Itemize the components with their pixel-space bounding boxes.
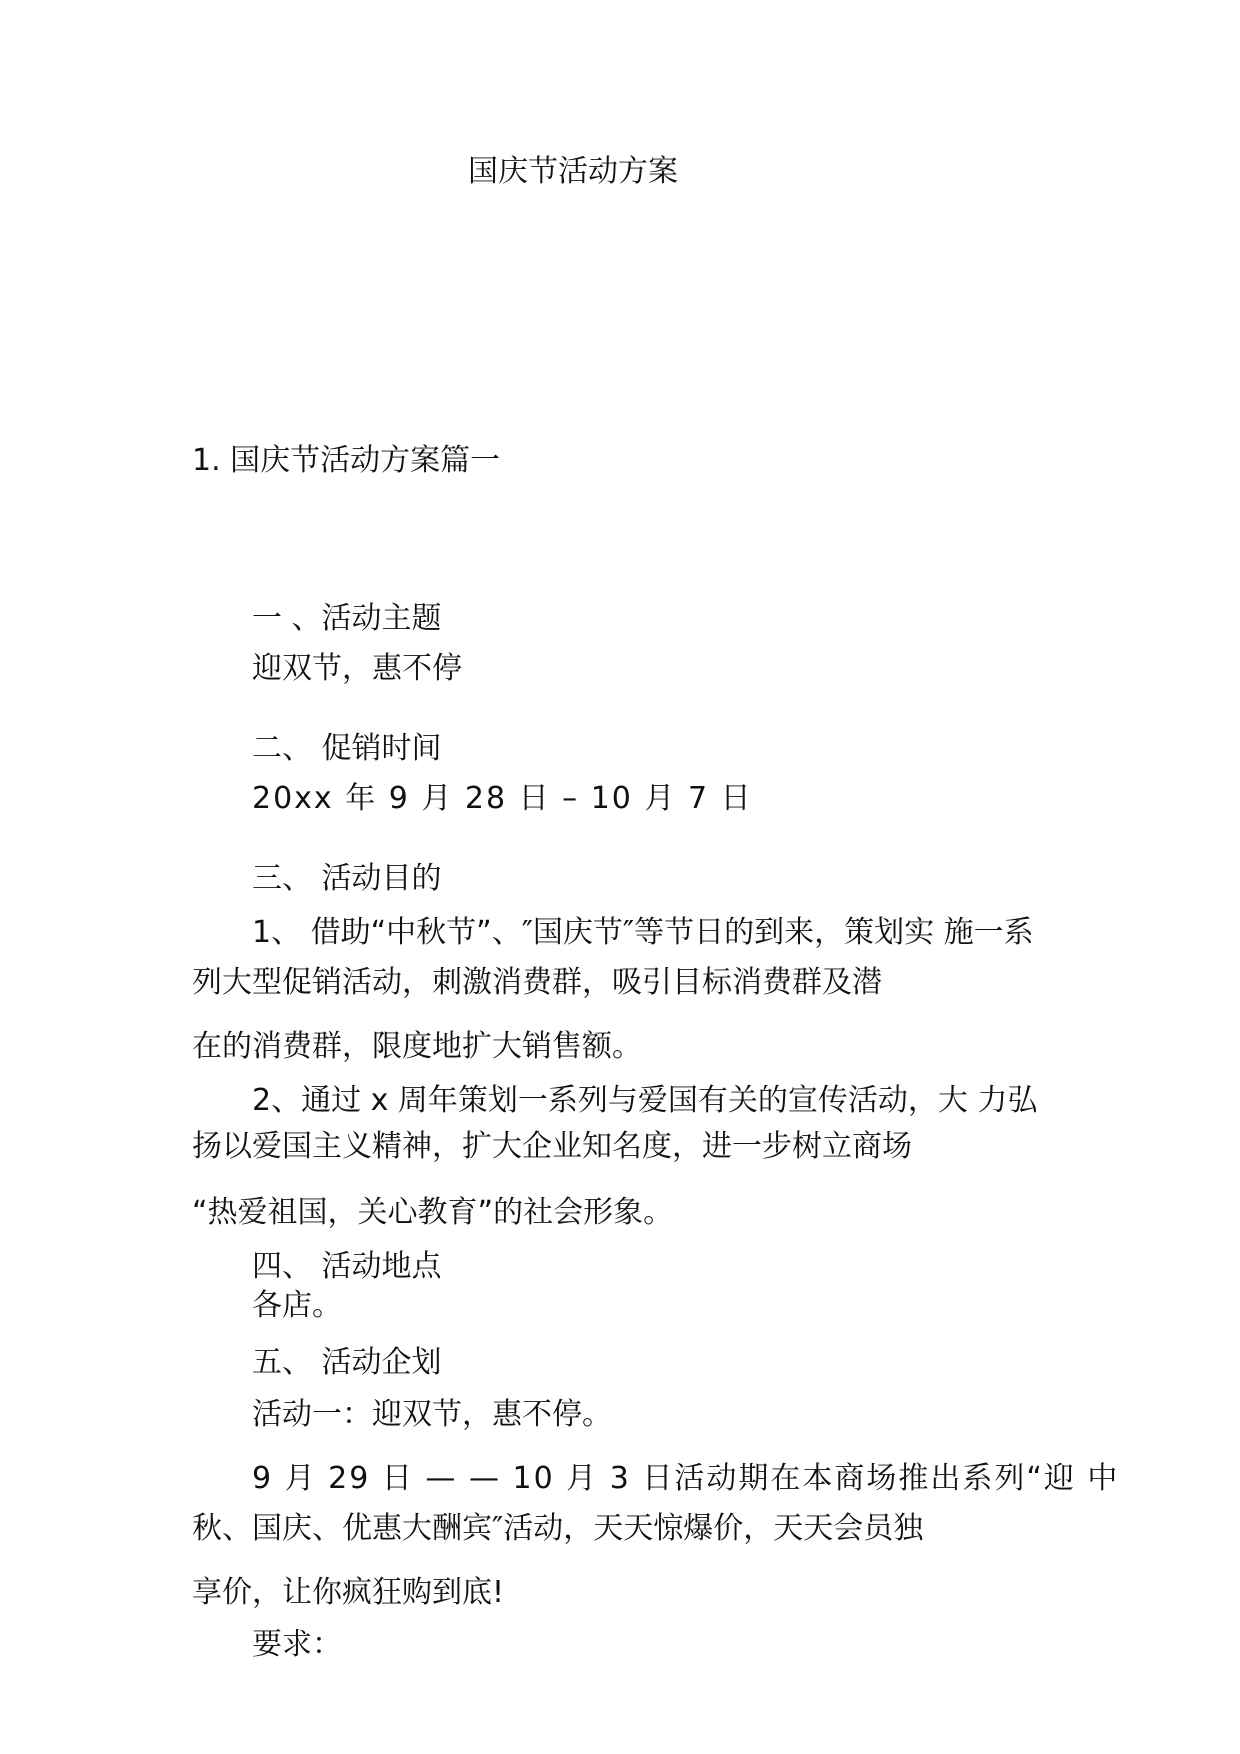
requirements-label: 要求： [252,1627,342,1662]
section4-body: 各店。 [252,1288,342,1323]
section3-item1-line1: 1、 借助“中秋节”、″国庆节″等节日的到来，策划实 施一系 [252,915,1034,950]
section5-heading: 五、 活动企划 [252,1345,442,1380]
section1-heading: 一 、活动主题 [252,601,442,636]
section5-para-line3: 享价，让你疯狂购到底! [192,1575,505,1610]
section3-item2-line3: “热爱祖国，关心教育”的社会形象。 [192,1195,674,1230]
section5-activity1: 活动一：迎双节，惠不停。 [252,1397,612,1432]
section3-item2-line1: 2、通过 x 周年策划一系列与爱国有关的宣传活动，大 力弘 [252,1083,1038,1118]
part-heading: 1. 国庆节活动方案篇一 [192,443,501,478]
section5-para-line1: 9 月 29 日 — — 10 月 3 日活动期在本商场推出系列“迎 中 [252,1461,1120,1496]
section3-item2-line2: 扬以爱国主义精神，扩大企业知名度，进一步树立商场 [192,1129,912,1164]
section3-heading: 三、 活动目的 [252,861,442,896]
section3-item1-line3: 在的消费群，限度地扩大销售额。 [192,1029,642,1064]
section4-heading: 四、 活动地点 [252,1249,442,1284]
section3-item1-line2: 列大型促销活动，刺激消费群，吸引目标消费群及潜 [192,965,882,1000]
section5-para-line2: 秋、国庆、优惠大酬宾″活动，天天惊爆价，天天会员独 [192,1511,924,1546]
section1-body: 迎双节，惠不停 [252,651,462,686]
document-title: 国庆节活动方案 [468,154,678,189]
section2-heading: 二、 促销时间 [252,731,442,766]
section2-body: 20xx 年 9 月 28 日 – 10 月 7 日 [252,781,753,816]
